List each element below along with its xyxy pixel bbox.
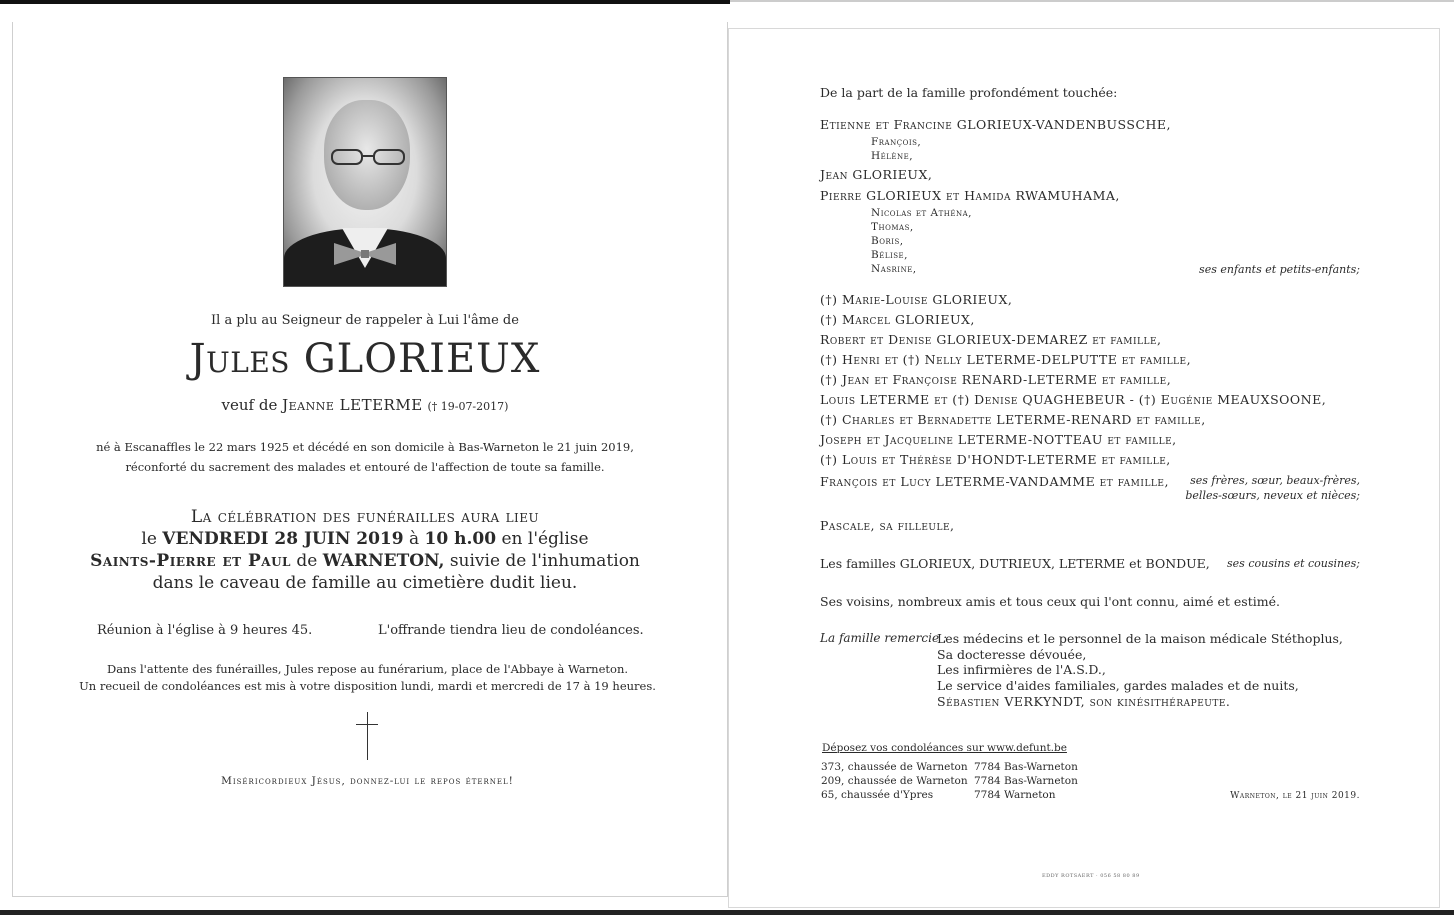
reunion-text: Réunion à l'église à 9 heures 45. bbox=[97, 623, 313, 638]
address-city: 7784 Bas-Warneton bbox=[974, 775, 1078, 787]
born-line-1: né à Escanaffles le 22 mars 1925 et décédé en son domicile à Bas-Warneton le 21 juin 2019, bbox=[96, 440, 634, 454]
scan-top-edge-right bbox=[730, 0, 1454, 2]
siblings-note-1: ses frères, sœur, beaux-frères, bbox=[1190, 474, 1360, 487]
children-note: ses enfants et petits-enfants; bbox=[1199, 263, 1360, 276]
celebration-line-4: dans le caveau de famille au cimetière dudit lieu. bbox=[152, 573, 578, 593]
family-line: Nicolas et Athéna, bbox=[871, 207, 972, 219]
address-city: 7784 Warneton bbox=[974, 789, 1056, 801]
family-line: François, bbox=[871, 136, 922, 148]
remercie-line: Sa docteresse dévouée, bbox=[937, 647, 1087, 662]
remercie-line: Les médecins et le personnel de la maison médicale Stéthoplus, bbox=[937, 631, 1343, 646]
scan-top-edge bbox=[0, 0, 730, 4]
widow-line bbox=[90, 396, 640, 414]
celebration-text-1: La célébration des funérailles aura lieu bbox=[190, 507, 540, 527]
sibling-line: François et Lucy LETERME-VANDAMME et famille, bbox=[820, 474, 1169, 489]
family-line: Boris, bbox=[871, 235, 904, 247]
church-town: WARNETON, bbox=[322, 551, 445, 571]
deceased-name bbox=[90, 336, 640, 382]
family-line: Bélise, bbox=[871, 249, 908, 261]
printer-credit: EDDY ROTSAERT · 056 58 80 89 bbox=[1042, 873, 1140, 879]
remercie-label: La famille remercie : bbox=[820, 631, 947, 645]
attente-line-1: Dans l'attente des funérailles, Jules repose au funérarium, place de l'Abbaye à Warneton. bbox=[106, 662, 629, 676]
sibling-line: Joseph et Jacqueline LETERME-NOTTEAU et famille, bbox=[820, 432, 1177, 447]
place-date: Warneton, le 21 juin 2019. bbox=[1230, 791, 1360, 801]
last-name: GLORIEUX bbox=[303, 336, 541, 382]
sibling-line: (†) Louis et Thérèse D'HONDT-LETERME et famille, bbox=[820, 452, 1171, 467]
cross-icon bbox=[367, 712, 368, 760]
family-line: Etienne et Francine GLORIEUX-VANDENBUSSCHE, bbox=[820, 117, 1172, 132]
funeral-time: 10 h.00 bbox=[424, 529, 497, 549]
intro-text: Il a plu au Seigneur de rappeler à Lui l'âme de bbox=[211, 313, 519, 328]
cel-de: de bbox=[296, 551, 318, 571]
address-street: 209, chaussée de Warneton bbox=[821, 775, 968, 787]
widow-date: († 19-07-2017) bbox=[427, 400, 509, 413]
cel-post-3: suivie de l'inhumation bbox=[449, 551, 640, 571]
portrait-photo bbox=[283, 77, 447, 287]
offrande-text: L'offrande tiendra lieu de condoléances. bbox=[378, 623, 644, 638]
cel-mid: à bbox=[409, 529, 420, 549]
right-header: De la part de la famille profondément touchée: bbox=[820, 85, 1118, 100]
celebration-line-3 bbox=[60, 551, 670, 571]
first-name: Jules bbox=[189, 336, 290, 382]
born-line-2: réconforté du sacrement des malades et entouré de l'affection de toute sa famille. bbox=[125, 460, 605, 474]
widow-prefix: veuf de bbox=[221, 396, 278, 414]
church-name: Saints-Pierre et Paul bbox=[90, 551, 291, 571]
sibling-line: (†) Charles et Bernadette LETERME-RENARD et famille, bbox=[820, 412, 1206, 427]
sibling-line: (†) Jean et Françoise RENARD-LETERME et famille, bbox=[820, 372, 1172, 387]
remercie-line: Les infirmières de l'A.S.D., bbox=[937, 662, 1106, 677]
filleule-line: Pascale, sa filleule, bbox=[820, 518, 955, 533]
address-city: 7784 Bas-Warneton bbox=[974, 761, 1078, 773]
family-line: Hélène, bbox=[871, 150, 914, 162]
siblings-note-2: belles-sœurs, neveux et nièces; bbox=[1185, 489, 1360, 502]
voisins-line: Ses voisins, nombreux amis et tous ceux qui l'ont connu, aimé et estimé. bbox=[820, 594, 1280, 609]
celebration-line-2 bbox=[60, 529, 670, 549]
remercie-line: Sébastien VERKYNDT, son kinésithérapeute. bbox=[937, 694, 1231, 709]
family-line: Thomas, bbox=[871, 221, 914, 233]
widow-name: Jeanne LETERME bbox=[282, 396, 423, 414]
family-line: Pierre GLORIEUX et Hamida RWAMUHAMA, bbox=[820, 188, 1120, 203]
prayer-text: Miséricordieux Jésus, donnez-lui le repos éternel! bbox=[221, 775, 514, 787]
family-line: Jean GLORIEUX, bbox=[820, 167, 933, 182]
funeral-date: VENDREDI 28 JUIN 2019 bbox=[162, 529, 404, 549]
celebration-line-1 bbox=[60, 507, 670, 527]
cross-icon-bar bbox=[356, 724, 378, 725]
sibling-line: (†) Marie-Louise GLORIEUX, bbox=[820, 292, 1013, 307]
deposez-link[interactable]: Déposez vos condoléances sur www.defunt.be bbox=[822, 742, 1067, 754]
sibling-line: (†) Marcel GLORIEUX, bbox=[820, 312, 975, 327]
cel-pre: le bbox=[141, 529, 157, 549]
remercie-line: Le service d'aides familiales, gardes malades et de nuits, bbox=[937, 678, 1299, 693]
cousins-note: ses cousins et cousines; bbox=[1227, 557, 1360, 570]
sibling-line: Louis LETERME et (†) Denise QUAGHEBEUR - (†) Eugénie MEAUXSOONE, bbox=[820, 392, 1327, 407]
address-street: 65, chaussée d'Ypres bbox=[821, 789, 934, 801]
cel-post: en l'église bbox=[501, 529, 589, 549]
sibling-line: (†) Henri et (†) Nelly LETERME-DELPUTTE et famille, bbox=[820, 352, 1192, 367]
family-line: Nasrine, bbox=[871, 263, 917, 275]
attente-line-2: Un recueil de condoléances est mis à votre disposition lundi, mardi et mercredi de 17 à 19 heures. bbox=[79, 679, 656, 693]
sibling-line: Robert et Denise GLORIEUX-DEMAREZ et famille, bbox=[820, 332, 1162, 347]
scan-bottom-edge bbox=[0, 910, 1454, 915]
address-street: 373, chaussée de Warneton bbox=[821, 761, 968, 773]
cousins-line: Les familles GLORIEUX, DUTRIEUX, LETERME et BONDUE, bbox=[820, 556, 1210, 571]
